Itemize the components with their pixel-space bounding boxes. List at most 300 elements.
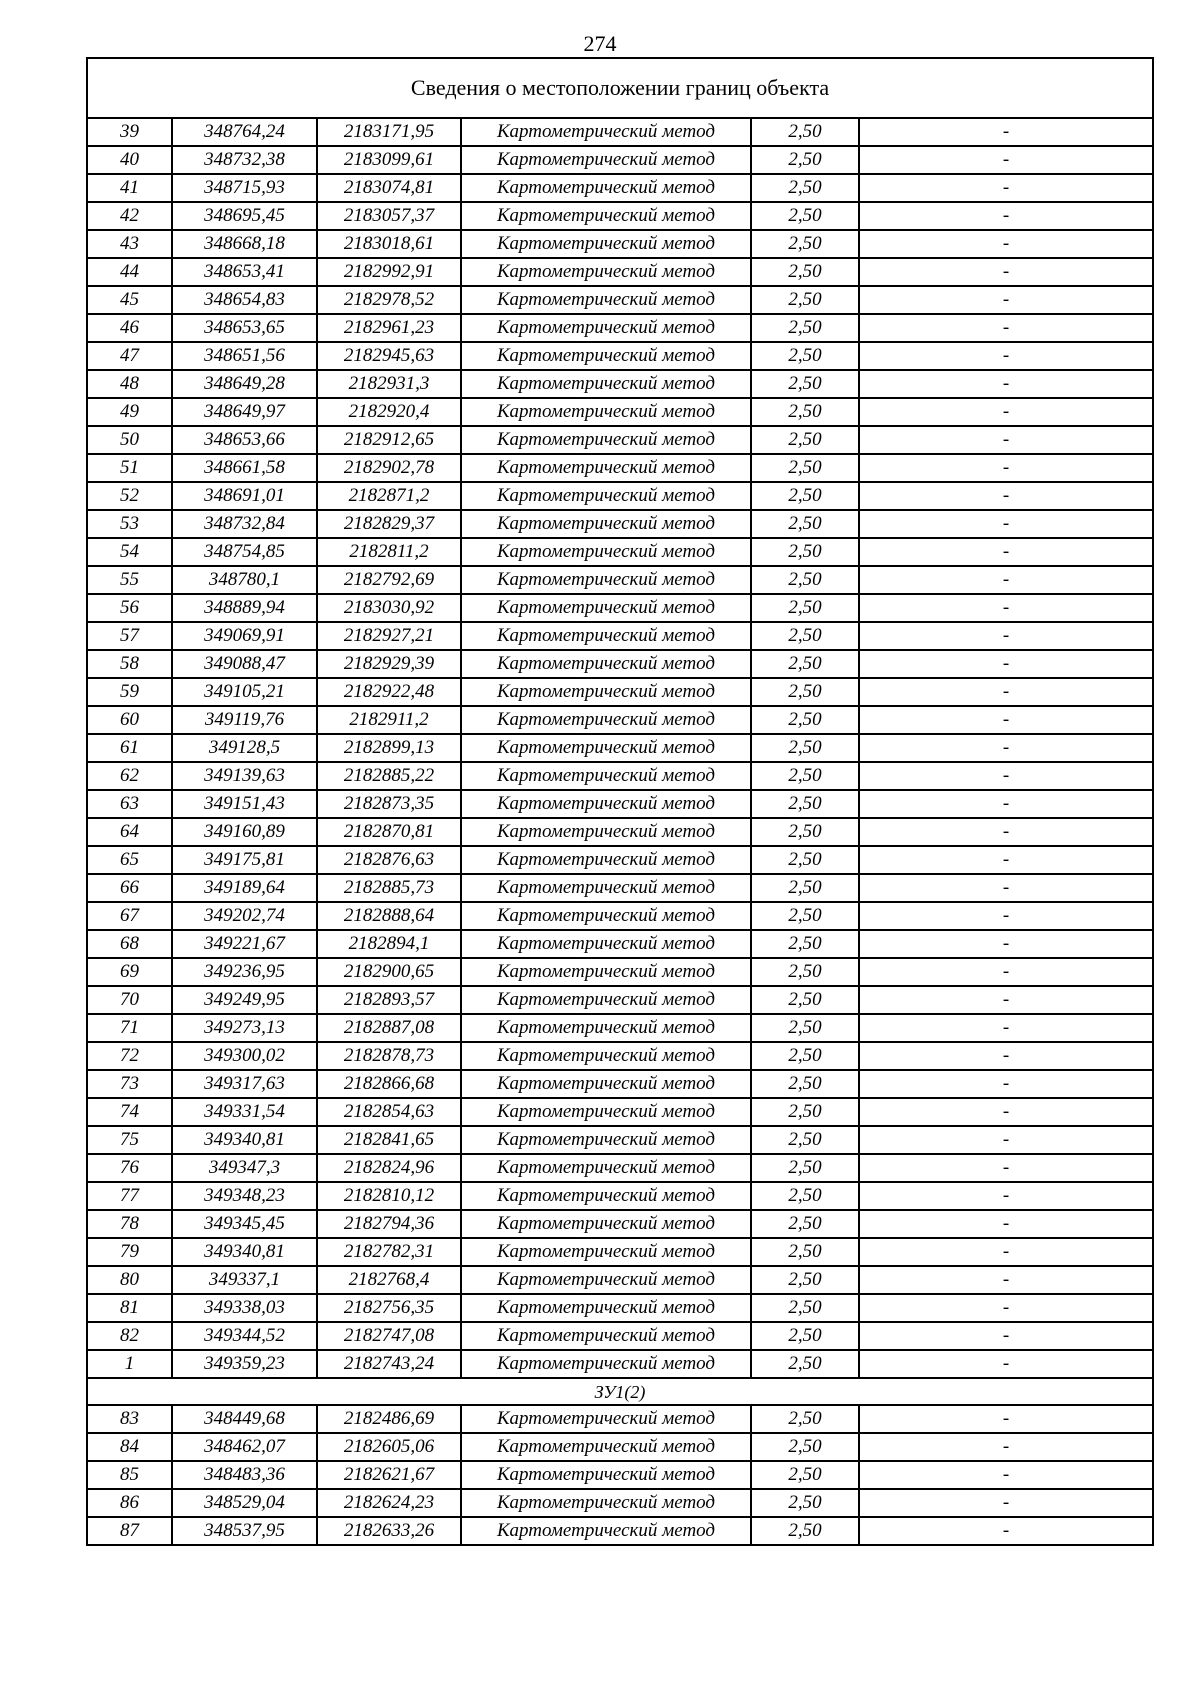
cell-coord-x: 349338,03 — [172, 1294, 317, 1322]
cell-accuracy: 2,50 — [751, 538, 859, 566]
cell-method: Картометрический метод — [461, 146, 751, 174]
table-row — [87, 650, 1153, 678]
cell-accuracy: 2,50 — [751, 650, 859, 678]
cell-note: - — [859, 986, 1153, 1014]
cell-accuracy: 2,50 — [751, 1238, 859, 1266]
table-row — [87, 762, 1153, 790]
cell-point-number: 49 — [87, 398, 172, 426]
cell-note: - — [859, 1014, 1153, 1042]
cell-note: - — [859, 762, 1153, 790]
table-body — [87, 58, 1153, 1545]
cell-note: - — [859, 146, 1153, 174]
cell-method: Картометрический метод — [461, 1350, 751, 1378]
cell-point-number: 51 — [87, 454, 172, 482]
table-row — [87, 902, 1153, 930]
table-row — [87, 930, 1153, 958]
cell-point-number: 1 — [87, 1350, 172, 1378]
table-row — [87, 790, 1153, 818]
cell-accuracy: 2,50 — [751, 1182, 859, 1210]
cell-note: - — [859, 790, 1153, 818]
cell-coord-x: 348654,83 — [172, 286, 317, 314]
cell-accuracy: 2,50 — [751, 1098, 859, 1126]
table-row — [87, 1182, 1153, 1210]
cell-coord-y: 2182900,65 — [317, 958, 461, 986]
cell-method: Картометрический метод — [461, 1238, 751, 1266]
cell-method: Картометрический метод — [461, 286, 751, 314]
table-row — [87, 314, 1153, 342]
cell-coord-y: 2182887,08 — [317, 1014, 461, 1042]
cell-point-number: 59 — [87, 678, 172, 706]
cell-accuracy: 2,50 — [751, 1405, 859, 1433]
cell-accuracy: 2,50 — [751, 986, 859, 1014]
table-row — [87, 1489, 1153, 1517]
cell-point-number: 65 — [87, 846, 172, 874]
cell-coord-x: 349317,63 — [172, 1070, 317, 1098]
cell-point-number: 87 — [87, 1517, 172, 1545]
cell-coord-x: 348754,85 — [172, 538, 317, 566]
cell-coord-y: 2182945,63 — [317, 342, 461, 370]
cell-point-number: 47 — [87, 342, 172, 370]
cell-method: Картометрический метод — [461, 706, 751, 734]
cell-accuracy: 2,50 — [751, 1014, 859, 1042]
table-row — [87, 566, 1153, 594]
cell-coord-y: 2182782,31 — [317, 1238, 461, 1266]
cell-coord-x: 349249,95 — [172, 986, 317, 1014]
cell-coord-y: 2182961,23 — [317, 314, 461, 342]
cell-note: - — [859, 118, 1153, 146]
cell-accuracy: 2,50 — [751, 566, 859, 594]
cell-coord-x: 349221,67 — [172, 930, 317, 958]
table-row — [87, 958, 1153, 986]
cell-coord-x: 348668,18 — [172, 230, 317, 258]
cell-accuracy: 2,50 — [751, 678, 859, 706]
cell-coord-y: 2182811,2 — [317, 538, 461, 566]
table-row — [87, 1350, 1153, 1378]
cell-method: Картометрический метод — [461, 1014, 751, 1042]
cell-accuracy: 2,50 — [751, 1350, 859, 1378]
cell-point-number: 68 — [87, 930, 172, 958]
cell-coord-y: 2182841,65 — [317, 1126, 461, 1154]
cell-method: Картометрический метод — [461, 1126, 751, 1154]
cell-method: Картометрический метод — [461, 1154, 751, 1182]
cell-method: Картометрический метод — [461, 258, 751, 286]
cell-note: - — [859, 1238, 1153, 1266]
cell-coord-x: 348715,93 — [172, 174, 317, 202]
cell-point-number: 41 — [87, 174, 172, 202]
cell-coord-x: 349359,23 — [172, 1350, 317, 1378]
cell-method: Картометрический метод — [461, 818, 751, 846]
cell-method: Картометрический метод — [461, 510, 751, 538]
cell-method: Картометрический метод — [461, 1405, 751, 1433]
cell-point-number: 57 — [87, 622, 172, 650]
cell-coord-y: 2182756,35 — [317, 1294, 461, 1322]
cell-note: - — [859, 398, 1153, 426]
cell-note: - — [859, 1182, 1153, 1210]
cell-coord-y: 2182792,69 — [317, 566, 461, 594]
cell-accuracy: 2,50 — [751, 818, 859, 846]
cell-coord-x: 348462,07 — [172, 1433, 317, 1461]
table-row — [87, 1433, 1153, 1461]
table-row — [87, 1322, 1153, 1350]
table-row — [87, 986, 1153, 1014]
cell-note: - — [859, 958, 1153, 986]
cell-coord-x: 348653,65 — [172, 314, 317, 342]
table-row — [87, 454, 1153, 482]
cell-accuracy: 2,50 — [751, 874, 859, 902]
cell-coord-x: 348483,36 — [172, 1461, 317, 1489]
table-row — [87, 1070, 1153, 1098]
cell-point-number: 80 — [87, 1266, 172, 1294]
cell-accuracy: 2,50 — [751, 1070, 859, 1098]
cell-coord-x: 348651,56 — [172, 342, 317, 370]
cell-coord-x: 349128,5 — [172, 734, 317, 762]
cell-note: - — [859, 510, 1153, 538]
cell-accuracy: 2,50 — [751, 1322, 859, 1350]
cell-point-number: 64 — [87, 818, 172, 846]
cell-accuracy: 2,50 — [751, 1042, 859, 1070]
cell-note: - — [859, 622, 1153, 650]
cell-coord-y: 2182922,48 — [317, 678, 461, 706]
cell-coord-y: 2182902,78 — [317, 454, 461, 482]
table-row — [87, 286, 1153, 314]
cell-coord-y: 2182794,36 — [317, 1210, 461, 1238]
cell-coord-x: 349139,63 — [172, 762, 317, 790]
cell-coord-x: 349088,47 — [172, 650, 317, 678]
cell-note: - — [859, 230, 1153, 258]
cell-coord-y: 2182866,68 — [317, 1070, 461, 1098]
cell-point-number: 70 — [87, 986, 172, 1014]
cell-note: - — [859, 1433, 1153, 1461]
cell-accuracy: 2,50 — [751, 342, 859, 370]
page-number: 274 — [583, 31, 617, 56]
cell-note: - — [859, 1350, 1153, 1378]
cell-method: Картометрический метод — [461, 734, 751, 762]
table-row — [87, 706, 1153, 734]
cell-method: Картометрический метод — [461, 1042, 751, 1070]
cell-accuracy: 2,50 — [751, 1461, 859, 1489]
cell-coord-y: 2182899,13 — [317, 734, 461, 762]
cell-point-number: 81 — [87, 1294, 172, 1322]
cell-point-number: 86 — [87, 1489, 172, 1517]
cell-accuracy: 2,50 — [751, 622, 859, 650]
table-row — [87, 1294, 1153, 1322]
cell-coord-x: 348653,41 — [172, 258, 317, 286]
cell-coord-x: 348889,94 — [172, 594, 317, 622]
cell-coord-x: 348691,01 — [172, 482, 317, 510]
cell-accuracy: 2,50 — [751, 370, 859, 398]
cell-point-number: 39 — [87, 118, 172, 146]
table-row — [87, 846, 1153, 874]
cell-method: Картометрический метод — [461, 986, 751, 1014]
cell-coord-y: 2182912,65 — [317, 426, 461, 454]
cell-coord-x: 349300,02 — [172, 1042, 317, 1070]
cell-method: Картометрический метод — [461, 650, 751, 678]
cell-point-number: 58 — [87, 650, 172, 678]
table-row — [87, 342, 1153, 370]
cell-method: Картометрический метод — [461, 1182, 751, 1210]
cell-coord-x: 348649,28 — [172, 370, 317, 398]
cell-coord-y: 2183171,95 — [317, 118, 461, 146]
cell-point-number: 74 — [87, 1098, 172, 1126]
cell-note: - — [859, 426, 1153, 454]
cell-note: - — [859, 538, 1153, 566]
cell-coord-y: 2182747,08 — [317, 1322, 461, 1350]
table-row — [87, 510, 1153, 538]
cell-point-number: 71 — [87, 1014, 172, 1042]
cell-method: Картометрический метод — [461, 370, 751, 398]
cell-coord-x: 349340,81 — [172, 1126, 317, 1154]
cell-coord-x: 348661,58 — [172, 454, 317, 482]
table-row — [87, 1405, 1153, 1433]
cell-coord-x: 349331,54 — [172, 1098, 317, 1126]
cell-accuracy: 2,50 — [751, 958, 859, 986]
cell-accuracy: 2,50 — [751, 790, 859, 818]
cell-point-number: 56 — [87, 594, 172, 622]
cell-method: Картометрический метод — [461, 1070, 751, 1098]
cell-point-number: 46 — [87, 314, 172, 342]
cell-point-number: 62 — [87, 762, 172, 790]
cell-note: - — [859, 1126, 1153, 1154]
cell-method: Картометрический метод — [461, 958, 751, 986]
cell-note: - — [859, 818, 1153, 846]
table-row — [87, 1210, 1153, 1238]
cell-method: Картометрический метод — [461, 1322, 751, 1350]
cell-note: - — [859, 678, 1153, 706]
cell-point-number: 48 — [87, 370, 172, 398]
cell-coord-x: 349273,13 — [172, 1014, 317, 1042]
cell-note: - — [859, 874, 1153, 902]
cell-point-number: 55 — [87, 566, 172, 594]
cell-coord-y: 2182876,63 — [317, 846, 461, 874]
cell-point-number: 42 — [87, 202, 172, 230]
cell-method: Картометрический метод — [461, 454, 751, 482]
cell-method: Картометрический метод — [461, 202, 751, 230]
table-row — [87, 1238, 1153, 1266]
cell-method: Картометрический метод — [461, 1098, 751, 1126]
cell-coord-x: 349337,1 — [172, 1266, 317, 1294]
cell-method: Картометрический метод — [461, 622, 751, 650]
cell-coord-y: 2182992,91 — [317, 258, 461, 286]
cell-point-number: 50 — [87, 426, 172, 454]
table-row — [87, 118, 1153, 146]
table-row — [87, 230, 1153, 258]
cell-point-number: 78 — [87, 1210, 172, 1238]
cell-coord-x: 348653,66 — [172, 426, 317, 454]
table-row — [87, 622, 1153, 650]
table-row — [87, 594, 1153, 622]
cell-accuracy: 2,50 — [751, 1266, 859, 1294]
cell-point-number: 75 — [87, 1126, 172, 1154]
table-row — [87, 874, 1153, 902]
cell-point-number: 82 — [87, 1322, 172, 1350]
cell-coord-y: 2183099,61 — [317, 146, 461, 174]
cell-point-number: 61 — [87, 734, 172, 762]
cell-accuracy: 2,50 — [751, 1517, 859, 1545]
cell-point-number: 69 — [87, 958, 172, 986]
cell-point-number: 45 — [87, 286, 172, 314]
cell-note: - — [859, 1294, 1153, 1322]
cell-method: Картометрический метод — [461, 538, 751, 566]
table-row — [87, 258, 1153, 286]
table-row — [87, 398, 1153, 426]
cell-accuracy: 2,50 — [751, 174, 859, 202]
cell-coord-x: 348764,24 — [172, 118, 317, 146]
cell-note: - — [859, 734, 1153, 762]
table-title-row — [87, 58, 1153, 118]
cell-accuracy: 2,50 — [751, 286, 859, 314]
cell-note: - — [859, 650, 1153, 678]
cell-note: - — [859, 1461, 1153, 1489]
cell-point-number: 84 — [87, 1433, 172, 1461]
cell-coord-y: 2182870,81 — [317, 818, 461, 846]
cell-method: Картометрический метод — [461, 174, 751, 202]
cell-accuracy: 2,50 — [751, 258, 859, 286]
cell-note: - — [859, 1098, 1153, 1126]
table-row — [87, 1154, 1153, 1182]
cell-method: Картометрический метод — [461, 1433, 751, 1461]
cell-coord-x: 349151,43 — [172, 790, 317, 818]
cell-note: - — [859, 846, 1153, 874]
cell-coord-y: 2182893,57 — [317, 986, 461, 1014]
cell-note: - — [859, 1405, 1153, 1433]
cell-coord-y: 2182633,26 — [317, 1517, 461, 1545]
cell-accuracy: 2,50 — [751, 1126, 859, 1154]
cell-note: - — [859, 1489, 1153, 1517]
cell-coord-x: 348649,97 — [172, 398, 317, 426]
cell-accuracy: 2,50 — [751, 510, 859, 538]
cell-method: Картометрический метод — [461, 1517, 751, 1545]
cell-coord-x: 349105,21 — [172, 678, 317, 706]
cell-method: Картометрический метод — [461, 1489, 751, 1517]
cell-accuracy: 2,50 — [751, 734, 859, 762]
cell-method: Картометрический метод — [461, 930, 751, 958]
cell-method: Картометрический метод — [461, 846, 751, 874]
cell-point-number: 54 — [87, 538, 172, 566]
cell-coord-y: 2182824,96 — [317, 1154, 461, 1182]
cell-point-number: 73 — [87, 1070, 172, 1098]
table-row — [87, 1266, 1153, 1294]
cell-note: - — [859, 342, 1153, 370]
cell-coord-y: 2182768,4 — [317, 1266, 461, 1294]
table-row — [87, 1098, 1153, 1126]
cell-method: Картометрический метод — [461, 1210, 751, 1238]
section-row — [87, 1378, 1153, 1405]
cell-coord-x: 349160,89 — [172, 818, 317, 846]
cell-method: Картометрический метод — [461, 790, 751, 818]
cell-note: - — [859, 370, 1153, 398]
cell-coord-x: 349175,81 — [172, 846, 317, 874]
cell-method: Картометрический метод — [461, 1294, 751, 1322]
cell-accuracy: 2,50 — [751, 314, 859, 342]
cell-accuracy: 2,50 — [751, 762, 859, 790]
cell-coord-y: 2182873,35 — [317, 790, 461, 818]
cell-coord-y: 2182920,4 — [317, 398, 461, 426]
cell-point-number: 77 — [87, 1182, 172, 1210]
cell-method: Картометрический метод — [461, 1461, 751, 1489]
cell-coord-y: 2182871,2 — [317, 482, 461, 510]
cell-coord-x: 349236,95 — [172, 958, 317, 986]
table-row — [87, 426, 1153, 454]
cell-point-number: 66 — [87, 874, 172, 902]
cell-point-number: 53 — [87, 510, 172, 538]
cell-coord-y: 2182854,63 — [317, 1098, 461, 1126]
cell-coord-y: 2182885,22 — [317, 762, 461, 790]
cell-coord-x: 349340,81 — [172, 1238, 317, 1266]
cell-method: Картометрический метод — [461, 762, 751, 790]
cell-accuracy: 2,50 — [751, 202, 859, 230]
cell-coord-y: 2182829,37 — [317, 510, 461, 538]
cell-coord-x: 349119,76 — [172, 706, 317, 734]
cell-accuracy: 2,50 — [751, 594, 859, 622]
cell-coord-y: 2182929,39 — [317, 650, 461, 678]
cell-coord-x: 348732,38 — [172, 146, 317, 174]
cell-method: Картометрический метод — [461, 874, 751, 902]
cell-point-number: 72 — [87, 1042, 172, 1070]
cell-accuracy: 2,50 — [751, 706, 859, 734]
table-row — [87, 370, 1153, 398]
table-row — [87, 734, 1153, 762]
cell-accuracy: 2,50 — [751, 1433, 859, 1461]
cell-note: - — [859, 314, 1153, 342]
cell-method: Картометрический метод — [461, 426, 751, 454]
cell-accuracy: 2,50 — [751, 1294, 859, 1322]
cell-point-number: 44 — [87, 258, 172, 286]
cell-method: Картометрический метод — [461, 118, 751, 146]
cell-coord-y: 2182624,23 — [317, 1489, 461, 1517]
table-row — [87, 678, 1153, 706]
cell-coord-x: 349344,52 — [172, 1322, 317, 1350]
cell-method: Картометрический метод — [461, 678, 751, 706]
cell-accuracy: 2,50 — [751, 118, 859, 146]
cell-point-number: 52 — [87, 482, 172, 510]
cell-accuracy: 2,50 — [751, 902, 859, 930]
cell-note: - — [859, 202, 1153, 230]
cell-accuracy: 2,50 — [751, 1489, 859, 1517]
cell-note: - — [859, 594, 1153, 622]
cell-point-number: 60 — [87, 706, 172, 734]
cell-method: Картометрический метод — [461, 594, 751, 622]
cell-accuracy: 2,50 — [751, 1210, 859, 1238]
cell-note: - — [859, 1042, 1153, 1070]
cell-point-number: 63 — [87, 790, 172, 818]
cell-point-number: 40 — [87, 146, 172, 174]
cell-note: - — [859, 930, 1153, 958]
cell-coord-y: 2182486,69 — [317, 1405, 461, 1433]
cell-coord-y: 2182927,21 — [317, 622, 461, 650]
cell-coord-y: 2183057,37 — [317, 202, 461, 230]
cell-note: - — [859, 1517, 1153, 1545]
cell-method: Картометрический метод — [461, 230, 751, 258]
cell-note: - — [859, 1210, 1153, 1238]
cell-coord-y: 2182878,73 — [317, 1042, 461, 1070]
table-row — [87, 1126, 1153, 1154]
cell-note: - — [859, 1266, 1153, 1294]
cell-point-number: 67 — [87, 902, 172, 930]
cell-coord-y: 2183074,81 — [317, 174, 461, 202]
cell-coord-y: 2183018,61 — [317, 230, 461, 258]
cell-coord-x: 348732,84 — [172, 510, 317, 538]
cell-note: - — [859, 706, 1153, 734]
cell-point-number: 79 — [87, 1238, 172, 1266]
cell-coord-y: 2182621,67 — [317, 1461, 461, 1489]
cell-accuracy: 2,50 — [751, 426, 859, 454]
cell-method: Картометрический метод — [461, 1266, 751, 1294]
cell-coord-x: 349348,23 — [172, 1182, 317, 1210]
cell-coord-x: 349347,3 — [172, 1154, 317, 1182]
table-row — [87, 1014, 1153, 1042]
cell-coord-x: 349189,64 — [172, 874, 317, 902]
table-row — [87, 538, 1153, 566]
